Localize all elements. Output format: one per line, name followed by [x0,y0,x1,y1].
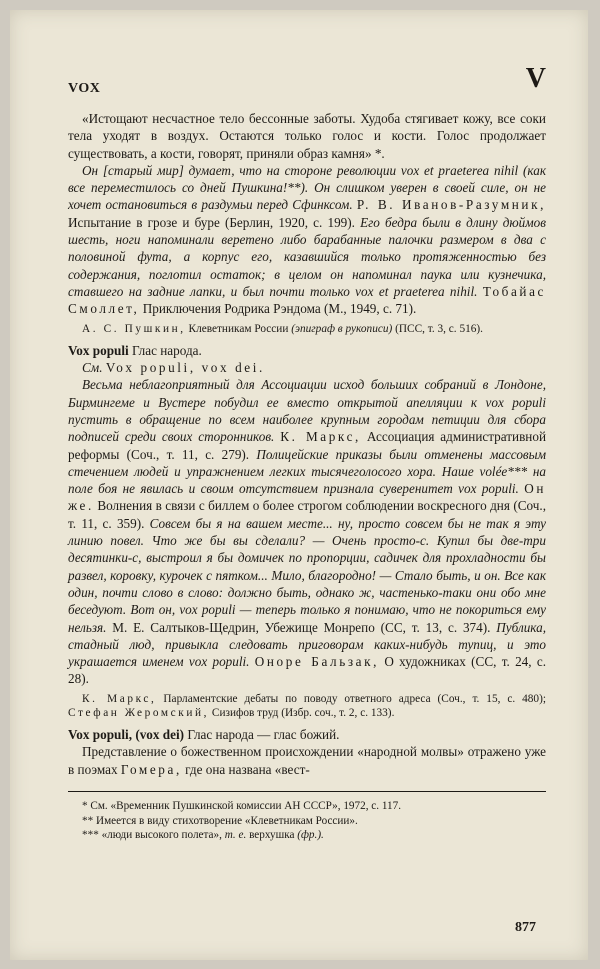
footnote [68,828,546,843]
entry1-quote-a [68,162,546,318]
footnote-mark: * [82,800,88,812]
footnote-italic: т. е. [224,829,247,842]
footnote [68,799,546,814]
quote-ref: О художниках (СС, т. 24, с. 28). [68,654,547,687]
book-page [10,10,588,960]
header-letter: V [525,63,546,94]
quote-author: Оноре Бальзак, [254,654,380,670]
entry2-quotes [68,376,546,687]
quote-text: Публика, стадный люд, привыкла следовать приговорам каких-нибудь тупиц, и это украшается именем vox populi. [68,619,547,670]
source-title: Клеветникам России [188,322,289,335]
running-header [68,63,546,104]
source-ref: (ПСС, т. 3, с. 516). [395,322,483,335]
entry2-heading [68,342,546,359]
quote-text: Весьма неблагоприятный для Ассоциации исход больших собраний в Лондоне, Бирмингеме и Вустере побудил ее вместо открытой апелляции к vox populi пустить в обращение по всем наиболее крупным городам петиции для сбора подписей среди своих сторонников. [68,377,546,445]
entry1-source [68,322,546,336]
source-note: (эпиграф в рукописи) [291,322,393,335]
entry-name: Гомера, [120,761,182,777]
quote-author: Тобайас Смоллет, [68,283,546,317]
quote-ref: Приключения Родрика Рэндома (М., 1949, с. 71). [142,301,417,317]
quote-ref: Убежище Монрепо (СС, т. 13, с. 374). [264,619,491,635]
quote-author: Он же. [68,481,547,514]
quote-author: Р. В. Иванов-Разумник, [356,197,546,213]
quote-author: М. Е. Салтыков-Щедрин, [112,619,259,635]
footnote-text: «люди высокого полета», [101,829,222,842]
entry3-heading [68,726,546,743]
footnote [68,814,546,829]
entry-gloss: Глас народа — глас божий. [187,727,340,743]
entry-gloss: Глас народа. [132,342,202,358]
source-author: Стефан Жеромский, [68,706,210,719]
footnote-text: верхушка [249,829,295,842]
source-text: Парламентские дебаты по поводу ответного адреса (Соч., т. 15, с. 480); [163,692,546,705]
footnote-lang: (фр.). [297,829,324,842]
footnote-mark: ** [82,814,94,827]
entry-text: где она названа «вест- [185,761,310,777]
footnotes [68,791,546,843]
source-author: К. Маркс, [82,692,157,705]
quote-text: Совсем бы я на вашем месте... ну, просто совсем бы не так я эту линию повел. Что же бы вы сделали? — Очень просто-с. Купил бы две-три десятинки-с, выстроил я бы домичек по пропорции, садичек для прохладности бы развел, коровку, курочек с пятком... Мило, благородно! — Стало быть, и он. Все как один, почти слово в слово: должно быть, однако ж, частенько-таки они обо мне беседуют. Вот он, vox populi — теперь только я понимаю, что не покориться ему нельзя. [68,515,546,635]
entry2-see [68,359,546,376]
footnote-mark: *** [82,829,99,842]
source-author: А. С. Пушкин, [82,322,186,335]
quote-author: К. Маркс, [280,429,361,445]
quote-text: Полицейские приказы были отменены массовым стечением людей и упражнением легких тысячеголосого хора. Наше volée*** на поле боя не явилась и своим отсутствием признала суверенитет vox populi. [68,446,546,497]
quote-ref: Волнения в связи с биллем о более строгом соблюдении воскресного дня (Соч., т. 11, с. 359). [68,498,546,531]
footnote-text: Имеется в виду стихотворение «Клеветникам России». [95,814,358,827]
quote-text: Он [старый мир] думает, что на стороне революции vox et praeterea nihil (как все переместилось со дней Пушкина!**). Он слишком уверен в своей силе, он не хочет остановиться в раздумьи перед Сфинксом. [68,162,546,213]
quote-ref: Испытание в грозе и буре (Берлин, 1920, с. 199). [68,214,355,230]
quote-ref: Ассоциация административной реформы (Соч., т. 11, с. 279). [68,429,547,462]
entry-title: Vox populi, (vox dei) [68,727,185,743]
entry-text: Представление о божественном происхождении «народной молвы» отражено уже в поэмах [68,744,546,777]
footnote-text: См. «Временник Пушкинской комиссии АН СССР», 1972, с. 117. [90,800,402,812]
entry3-text [68,743,546,778]
quote-text: Его бедра были в длину дюймов шесть, ноги напоминали веретено либо барабанные палочки размером в два с половиной фута, а корпус его, казавшийся только протяженностью без содержания, поглотил остаток; в целом он напоминал паука или кузнечика, ставшего на задние лапки, и был почти только vox et praeterea nihil. [68,214,547,299]
header-word: VOX [68,81,101,96]
page-content [68,63,547,843]
see-label: См. [82,360,103,376]
source-text: Сизифов труд (Избр. соч., т. 2, с. 133). [211,706,395,719]
entry1-paragraph: «Истощают несчастное тело бессонные заботы. Худоба стягивает кожу, все соки тела уходят в воздух. Остаются только голос и кости. Голос продолжает существовать, а кости, говорят, приняли образ камня» *. [68,111,546,161]
entry2-sources [68,692,546,720]
see-target: Vox populi, vox dei. [105,360,265,376]
entry-title: Vox populi [68,342,129,358]
page-number: 877 [515,920,536,935]
